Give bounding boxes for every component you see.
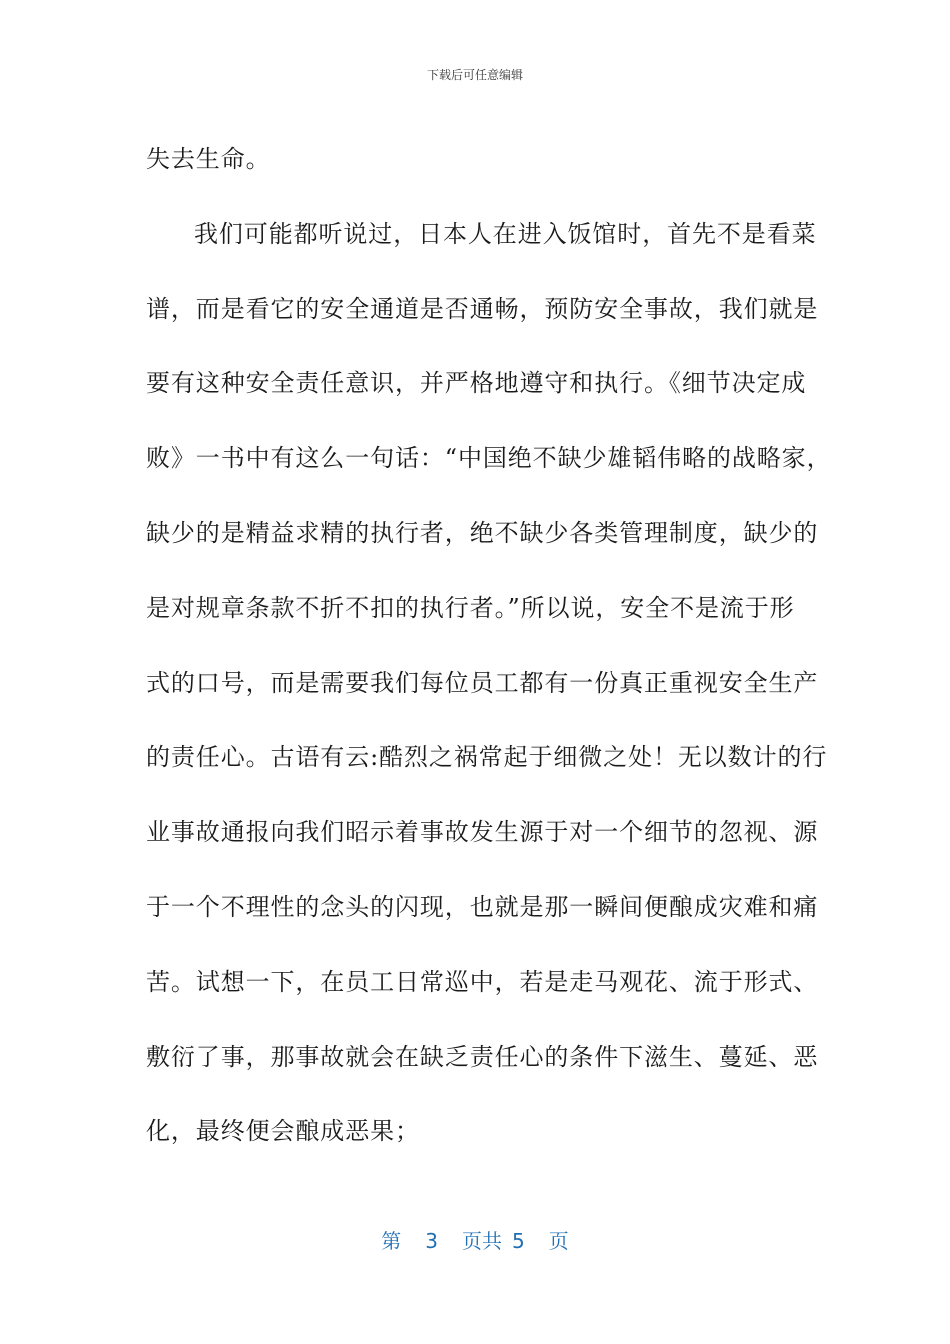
- footer-middle: 页共: [462, 1229, 502, 1253]
- text-line: 苦。试想一下，在员工日常巡中，若是走马观花、流于形式、: [146, 967, 819, 996]
- text-line: 于一个不理性的念头的闪现，也就是那一瞬间便酿成灾难和痛: [146, 892, 819, 921]
- text-line: 失去生命。: [146, 145, 271, 173]
- text-line: 式的口号，而是需要我们每位员工都有一份真正重视安全生产: [146, 668, 819, 697]
- body-text: [146, 122, 832, 1169]
- text-line: 败》一书中有这么一句话：“中国绝不缺少雄韬伟略的战略家，: [146, 444, 832, 473]
- text-line: 的责任心。古语有云:酷烈之祸常起于细微之处！无以数计的行: [146, 743, 828, 772]
- current-page-number: 3: [425, 1229, 438, 1253]
- footer-prefix: 第: [381, 1229, 402, 1253]
- text-line: 化，最终便会酿成恶果；: [146, 1117, 420, 1146]
- page-header: 下载后可任意编辑: [426, 68, 523, 82]
- text-line: 是对规章条款不折不扣的执行者。”所以说，安全不是流于形: [146, 593, 795, 622]
- total-pages-number: 5: [512, 1229, 525, 1253]
- page-footer: [0, 1225, 950, 1254]
- text-line: 要有这种安全责任意识，并严格地遵守和执行。《细节决定成: [146, 369, 807, 398]
- text-line: 缺少的是精益求精的执行者，绝不缺少各类管理制度，缺少的: [146, 518, 819, 547]
- text-line: 我们可能都听说过，日本人在进入饭馆时，首先不是看菜: [194, 219, 817, 248]
- text-line: 谱，而是看它的安全通道是否通畅，预防安全事故，我们就是: [146, 294, 819, 323]
- text-line: 敷衍了事，那事故就会在缺乏责任心的条件下滋生、蔓延、恶: [146, 1042, 819, 1071]
- text-line: 业事故通报向我们昭示着事故发生源于对一个细节的忽视、源: [146, 818, 819, 847]
- footer-suffix: 页: [548, 1229, 569, 1253]
